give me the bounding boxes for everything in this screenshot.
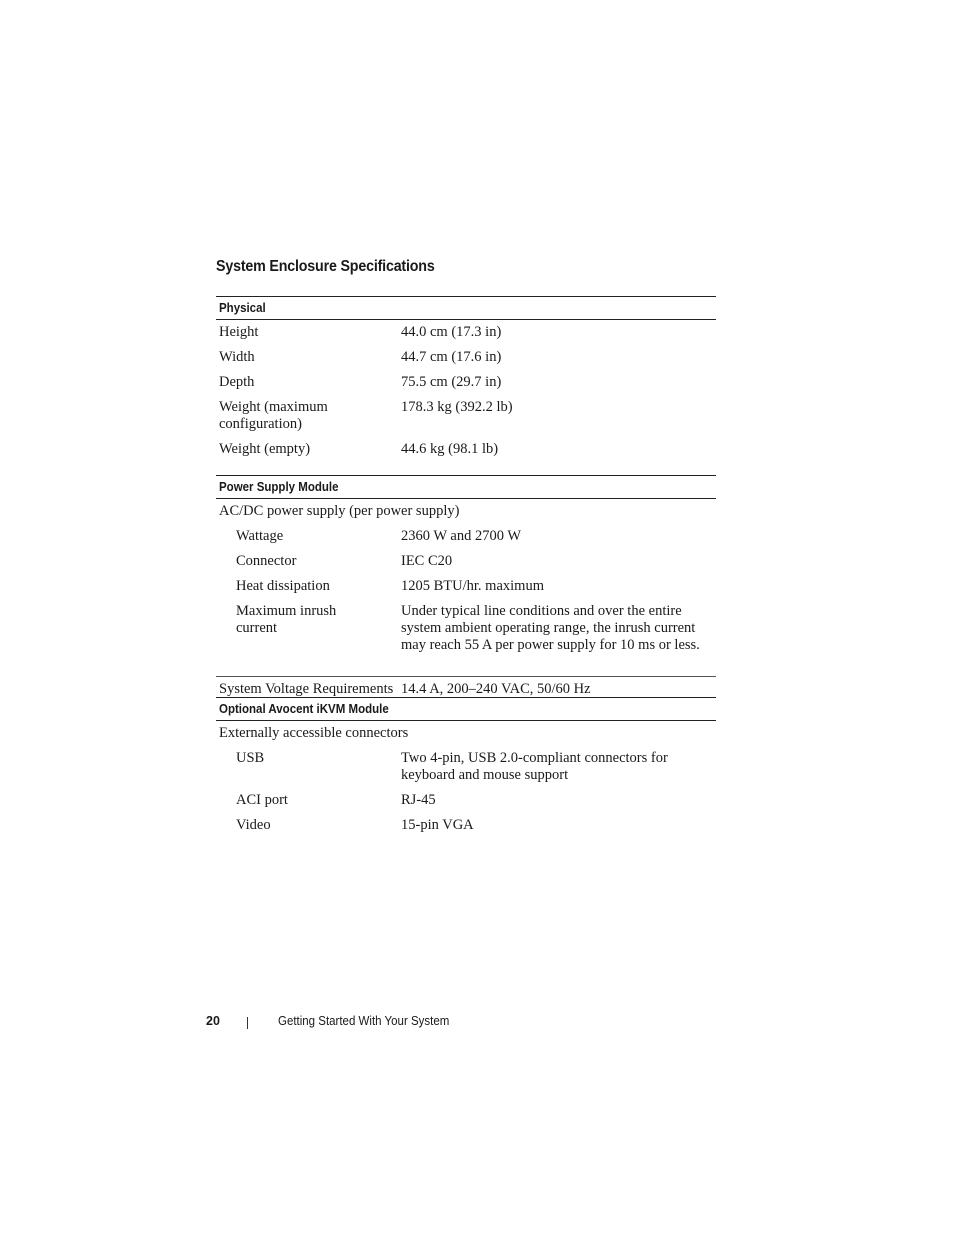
spec-row-video: [216, 813, 716, 838]
spec-label: ACI port: [236, 792, 288, 808]
spec-label: Weight (empty): [219, 441, 311, 457]
spec-value: 14.4 A, 200–240 VAC, 50/60 Hz: [401, 681, 591, 697]
spec-row-wattage: [216, 524, 716, 549]
footer-separator: [247, 1017, 248, 1029]
spec-subheader-label: AC/DC power supply (per power supply): [219, 503, 460, 519]
spec-label: Depth: [219, 374, 255, 390]
spec-subheader-label: Externally accessible connectors: [219, 725, 409, 741]
spec-value: RJ-45: [401, 792, 436, 808]
spec-row-inrush: [216, 599, 716, 653]
spec-label: USB: [236, 750, 265, 766]
power-supply-section: [216, 475, 716, 702]
spec-value: 75.5 cm (29.7 in): [401, 374, 502, 390]
chapter-title: Getting Started With Your System: [278, 1014, 450, 1028]
spec-label: Video: [236, 817, 271, 833]
spec-value: 178.3 kg (392.2 lb): [401, 399, 513, 415]
section-header-power: Power Supply Module: [216, 475, 716, 499]
spec-label: Height: [219, 324, 259, 340]
spec-row-usb: [216, 746, 716, 788]
spec-row-connector: [216, 549, 716, 574]
spec-value: IEC C20: [401, 553, 453, 569]
spec-row-aci-port: [216, 788, 716, 813]
spec-subheader: [216, 499, 716, 524]
spec-value: 44.7 cm (17.6 in): [401, 349, 502, 365]
spec-label: Connector: [236, 553, 297, 569]
spec-row-weight-max: [216, 395, 716, 437]
spec-label: Weight (maximum configuration): [219, 399, 328, 432]
page-title: System Enclosure Specifications: [216, 258, 435, 275]
spec-row-width: [216, 345, 716, 370]
spec-value: 2360 W and 2700 W: [401, 528, 522, 544]
spec-value: Two 4-pin, USB 2.0-compliant connectors for keyboard and mouse support: [401, 750, 668, 783]
section-header-physical: Physical: [216, 296, 716, 320]
page-number: 20: [206, 1014, 220, 1028]
spec-label: Maximum inrush current: [236, 603, 337, 636]
spec-value: 44.0 cm (17.3 in): [401, 324, 502, 340]
spec-subheader: [216, 721, 716, 746]
physical-section: [216, 296, 716, 462]
spec-label: Heat dissipation: [236, 578, 330, 594]
ikvm-section: [216, 697, 716, 838]
spec-label: Wattage: [236, 528, 284, 544]
spec-value: Under typical line conditions and over the entire system ambient operating range, the inrush current may reach 55 A per power supply for 10 ms or less.: [401, 603, 700, 653]
spec-label: System Voltage Requirements: [219, 681, 394, 697]
spec-label: Width: [219, 349, 255, 365]
section-header-ikvm: Optional Avocent iKVM Module: [216, 697, 716, 721]
spec-value: 1205 BTU/hr. maximum: [401, 578, 544, 594]
spec-row-depth: [216, 370, 716, 395]
spec-value: 44.6 kg (98.1 lb): [401, 441, 499, 457]
spec-row-height: [216, 320, 716, 345]
spec-row-heat-dissipation: [216, 574, 716, 599]
spec-value: 15-pin VGA: [401, 817, 474, 833]
spec-row-weight-empty: [216, 437, 716, 462]
